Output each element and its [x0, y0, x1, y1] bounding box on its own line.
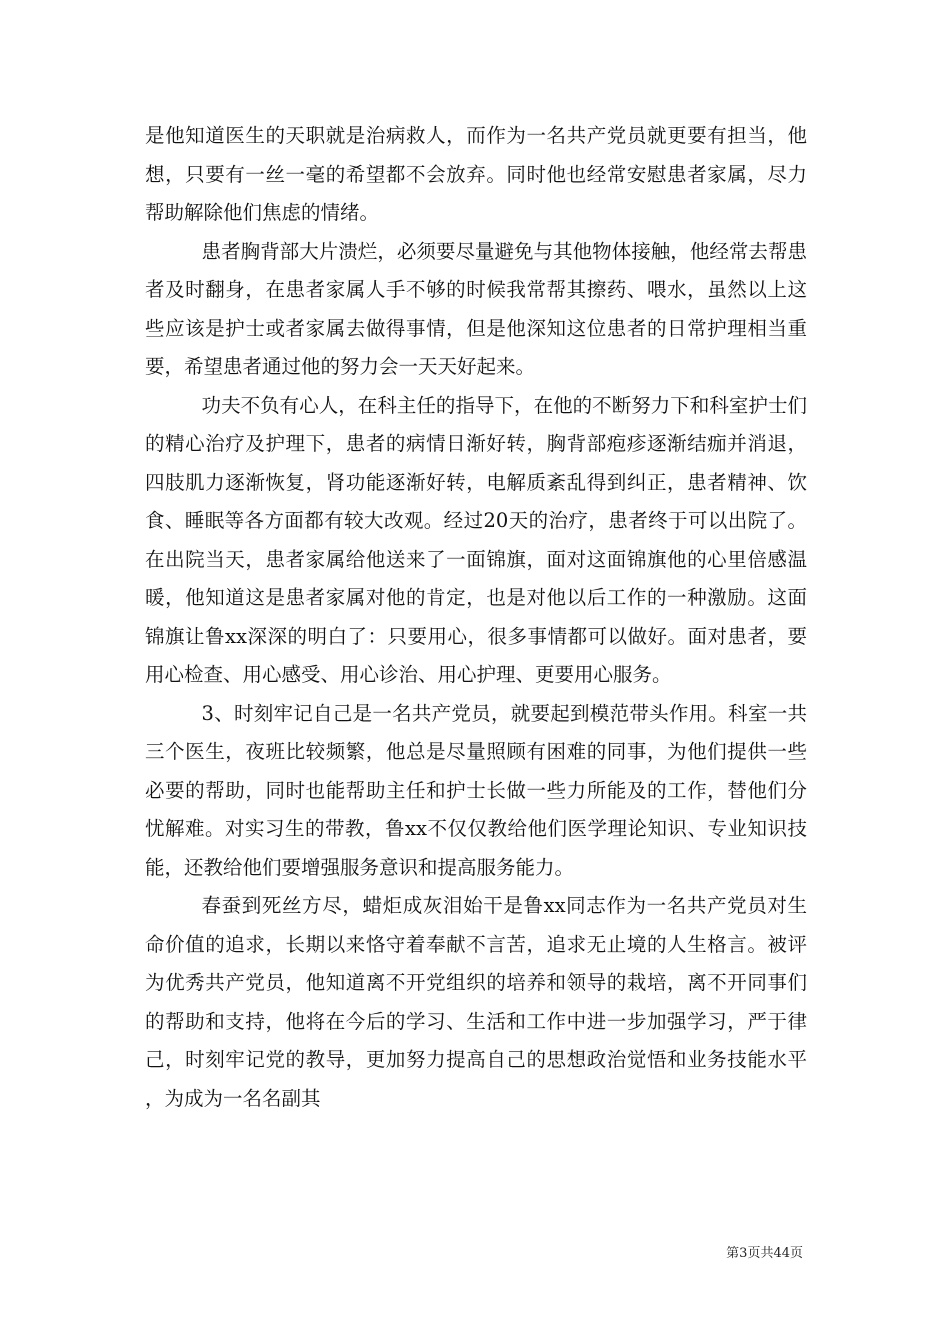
page-number-footer: 第3页共44页	[726, 1246, 803, 1261]
paragraph-patient-care: 患者胸背部大片溃烂，必须要尽量避免与其他物体接触，他经常去帮患者及时翻身，在患者家属人手不够的时候我常帮其擦药、喂水，虽然以上这些应该是护士或者家属去做得事情，但是他深知这位患者的日常护理相当重要，希望患者通过他的努力会一天天好起来。	[145, 239, 807, 378]
document-body	[145, 117, 807, 1118]
paragraph-dedication: 春蚕到死丝方尽，蜡炬成灰泪始干是鲁xx同志作为一名共产党员对生命价值的追求，长期以来恪守着奉献不言苦，追求无止境的人生格言。被评为优秀共产党员，他知道离不开党组织的培养和领导的栽培，离不开同事们的帮助和支持，他将在今后的学习、生活和工作中进一步加强学习，严于律己，时刻牢记党的教导，更加努力提高自己的思想政治觉悟和业务技能水平，为成为一名名副其	[145, 894, 807, 1110]
paragraph-recovery: 功夫不负有心人，在科主任的指导下，在他的不断努力下和科室护士们的精心治疗及护理下，患者的病情日渐好转，胸背部疱疹逐渐结痂并消退，四肢肌力逐渐恢复，肾功能逐渐好转，电解质紊乱得到纠正，患者精神、饮食、睡眠等各方面都有较大改观。经过20天的治疗，患者终于可以出院了。在出院当天，患者家属给他送来了一面锦旗，面对这面锦旗他的心里倍感温暖，他知道这是患者家属对他的肯定，也是对他以后工作的一种激励。这面锦旗让鲁xx深深的明白了：只要用心，很多事情都可以做好。面对患者，要用心检查、用心感受、用心诊治、用心护理、更要用心服务。	[145, 393, 807, 686]
paragraph-continuation: 是他知道医生的天职就是治病救人，而作为一名共产党员就更要有担当，他想，只要有一丝一毫的希望都不会放弃。同时他也经常安慰患者家属，尽力帮助解除他们焦虑的情绪。	[145, 124, 807, 224]
paragraph-role-model: 3、时刻牢记自己是一名共产党员，就要起到模范带头作用。科室一共三个医生，夜班比较频繁，他总是尽量照顾有困难的同事，为他们提供一些必要的帮助，同时也能帮助主任和护士长做一些力所能及的工作，替他们分忧解难。对实习生的带教，鲁xx不仅仅教给他们医学理论知识、专业知识技能，还教给他们要增强服务意识和提高服务能力。	[145, 701, 807, 879]
